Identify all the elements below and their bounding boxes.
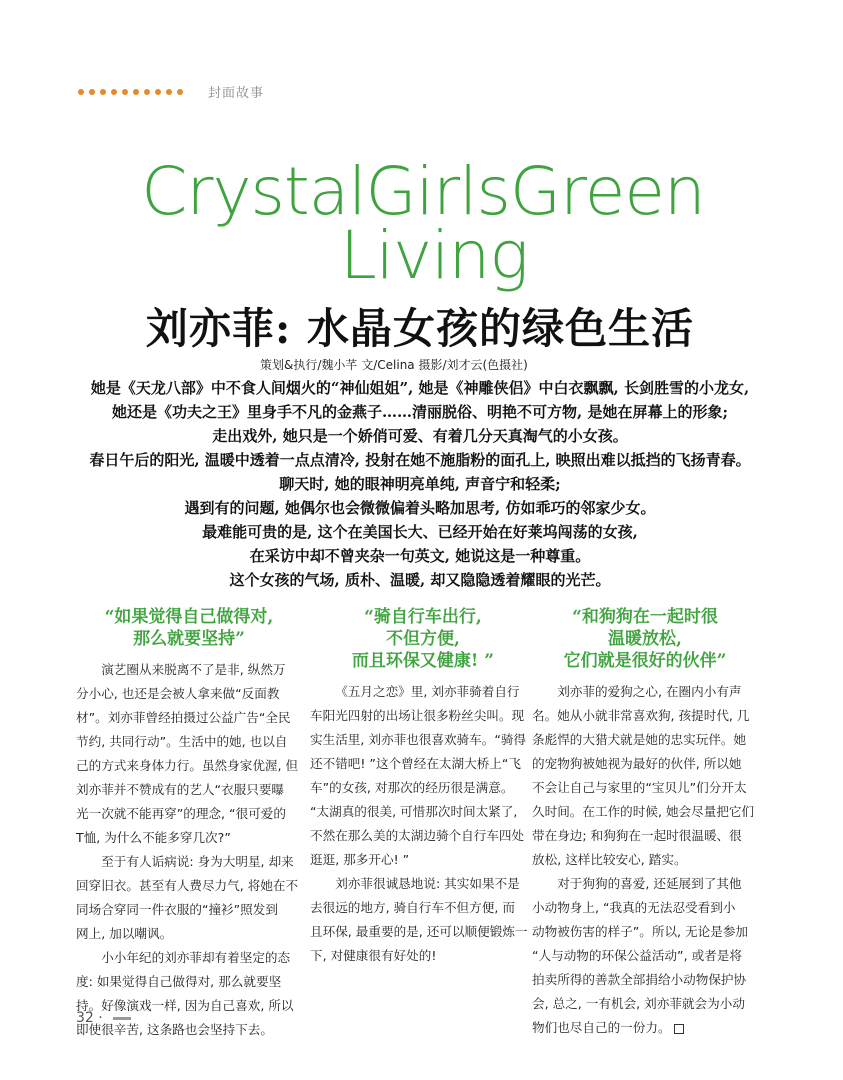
paragraph-line: 实生活里, 刘亦菲也很喜欢骑车。“骑得: [310, 732, 527, 747]
column-paragraph: [532, 680, 758, 872]
paragraph-line: 刘亦菲很诚恳地说: 其实如果不是: [335, 876, 520, 891]
section-tag: 封面故事: [208, 86, 265, 101]
paragraph-line: “人与动物的环保公益活动”, 或者是将: [532, 948, 742, 963]
column-3: [532, 606, 758, 1040]
column-paragraph: [76, 850, 302, 946]
intro-line: 这个女孩的气场, 质朴、温暖, 却又隐隐透着耀眼的光芒。: [229, 571, 611, 589]
paragraph-line: 持。好像演戏一样, 因为自己喜欢, 所以: [76, 998, 294, 1013]
paragraph-line: 带在身边; 和狗狗在一起时很温暖、很: [532, 828, 742, 843]
decorative-dot: [111, 89, 117, 95]
intro-text: [80, 376, 760, 592]
column-paragraph: [76, 946, 302, 1042]
paragraph-line: 久时间。在工作的时候, 她会尽量把它们: [532, 804, 755, 819]
paragraph-line: “太湖真的很美, 可惜那次时间太紧了,: [310, 804, 518, 819]
english-title-line2: Living: [340, 217, 528, 294]
english-title-line1: CrystalGirlsGreen: [141, 153, 705, 230]
column-1: [76, 606, 302, 1042]
decorative-dot: [100, 89, 106, 95]
decorative-dot: [155, 89, 161, 95]
paragraph-line: 去很远的地方, 骑自行车不但方便, 而: [310, 900, 515, 915]
intro-line: 春日午后的阳光, 温暖中透着一点点清冷, 投射在她不施脂粉的面孔上, 映照出难以抵挡的飞扬青春。: [89, 451, 751, 469]
intro-line: 聊天时, 她的眼神明亮单纯, 声音宁和轻柔;: [279, 475, 561, 493]
column-paragraph: [76, 658, 302, 850]
paragraph-line: 小动物身上, “我真的无法忍受看到小: [532, 900, 736, 915]
end-mark-icon: [674, 1024, 684, 1034]
paragraph-line: 物们也尽自己的一份力。: [532, 1016, 758, 1040]
paragraph-line: 回穿旧衣。甚至有人费尽力气, 将她在不: [76, 878, 299, 893]
page-footer: [76, 1010, 131, 1026]
column-heading: [76, 606, 302, 650]
column-heading-line: “如果觉得自己做得对,: [104, 607, 274, 627]
decorative-dots: [78, 89, 183, 95]
paragraph-line: 《五月之恋》里, 刘亦菲骑着自行: [335, 684, 520, 699]
column-heading-line: 那么就要坚持”: [133, 629, 245, 649]
paragraph-line: 材”。刘亦菲曾经拍摄过公益广告“全民: [76, 710, 291, 725]
decorative-dot: [133, 89, 139, 95]
column-heading: [532, 606, 758, 672]
paragraph-line: 即使很辛苦, 这条路也会坚持下去。: [76, 1022, 273, 1037]
paragraph-line: 对于狗狗的喜爱, 还延展到了其他: [557, 876, 742, 891]
paragraph-line: 光一次就不能再穿”的理念, “很可爱的: [76, 806, 286, 821]
column-heading-line: 温暖放松,: [608, 629, 682, 649]
footer-separator: ·: [98, 1010, 103, 1026]
paragraph-line: 车阳光四射的出场让很多粉丝尖叫。现: [310, 708, 525, 723]
decorative-dot: [89, 89, 95, 95]
chinese-title: 刘亦菲: 水晶女孩的绿色生活: [145, 304, 695, 353]
paragraph-line: 还不错吧! ”这个曾经在太湖大桥上“飞: [310, 756, 522, 771]
paragraph-line: 节约, 共同行动”。生活中的她, 也以自: [76, 734, 288, 749]
decorative-dot: [166, 89, 172, 95]
column-heading-line: “骑自行车出行,: [364, 607, 482, 627]
column-heading-line: 它们就是很好的伙伴”: [563, 651, 727, 671]
intro-line: 她还是《功夫之王》里身手不凡的金燕子……清丽脱俗、明艳不可方物, 是她在屏幕上的形象;: [112, 403, 728, 421]
column-heading-line: 而且环保又健康! ”: [351, 651, 495, 671]
paragraph-line: 至于有人诟病说: 身为大明星, 却来: [101, 854, 294, 869]
paragraph-line: 小小年纪的刘亦菲却有着坚定的态: [101, 950, 291, 965]
paragraph-line: 演艺圈从来脱离不了是非, 纵然万: [101, 662, 286, 677]
paragraph-line: 下, 对健康很有好处的!: [310, 948, 437, 963]
paragraph-line: 且环保, 最重要的是, 还可以顺便锻炼一: [310, 924, 528, 939]
column-heading: [310, 606, 536, 672]
paragraph-line: 刘亦菲的爱狗之心, 在圈内小有声: [557, 684, 742, 699]
paragraph-line: 的宠物狗被她视为最好的伙伴, 所以她: [532, 756, 742, 771]
paragraph-line: 度: 如果觉得自己做得对, 那么就要坚: [76, 974, 282, 989]
paragraph-line: 不然在那么美的太湖边骑个自行车四处: [310, 828, 525, 843]
paragraph-line: 同场合穿同一件衣服的“撞衫”照发到: [76, 902, 278, 917]
column-heading-line: 不但方便,: [386, 629, 460, 649]
paragraph-line: 逛逛, 那多开心! ”: [310, 852, 410, 867]
english-title: [78, 153, 768, 294]
paragraph-line: 条彪悍的大猎犬就是她的忠实玩伴。她: [532, 732, 747, 747]
paragraph-line: 己的方式来身体力行。虽然身家优渥, 但: [76, 758, 299, 773]
column-paragraph: [532, 872, 758, 1040]
paragraph-line: T恤, 为什么不能多穿几次?”: [76, 830, 231, 845]
column-2: [310, 606, 536, 968]
paragraph-line: 动物被伤害的样子”。所以, 无论是参加: [532, 924, 749, 939]
page-number: 32: [76, 1010, 94, 1026]
column-paragraph: [310, 680, 536, 872]
intro-line: 遇到有的问题, 她偶尔也会微微偏着头略加思考, 仿如乖巧的邻家少女。: [184, 499, 656, 517]
decorative-dot: [122, 89, 128, 95]
header-dots: [78, 86, 183, 98]
paragraph-line: 刘亦菲并不赞成有的艺人“衣服只要曝: [76, 782, 285, 797]
intro-line: 最难能可贵的是, 这个在美国长大、已经开始在好莱坞闯荡的女孩,: [202, 523, 638, 541]
decorative-dot: [78, 89, 84, 95]
column-paragraph: [310, 872, 536, 968]
paragraph-line: 会, 总之, 一有机会, 刘亦菲就会为小动: [532, 996, 745, 1011]
decorative-dot: [144, 89, 150, 95]
paragraph-line: 不会让自己与家里的“宝贝儿”们分开太: [532, 780, 747, 795]
paragraph-line: 名。她从小就非常喜欢狗, 孩提时代, 几: [532, 708, 750, 723]
intro-line: 她是《天龙八部》中不食人间烟火的“神仙姐姐”, 她是《神雕侠侣》中白衣飘飘, 长剑胜雪的小龙女,: [90, 379, 750, 397]
paragraph-line: 拍卖所得的善款全部捐给小动物保护协: [532, 972, 747, 987]
intro-line: 在采访中却不曾夹杂一句英文, 她说这是一种尊重。: [249, 547, 591, 565]
paragraph-line: 放松, 这样比较安心, 踏实。: [532, 852, 687, 867]
paragraph-line: 分小心, 也还是会被人拿来做“反面教: [76, 686, 280, 701]
footer-decoration: [113, 1017, 131, 1020]
paragraph-line: 网上, 加以嘲讽。: [76, 926, 173, 941]
credits: 策划&执行/魏小芊 文/Celina 摄影/刘才云(色摄社): [260, 358, 528, 372]
column-heading-line: “和狗狗在一起时很: [572, 607, 718, 627]
intro-line: 走出戏外, 她只是一个娇俏可爱、有着几分天真淘气的小女孩。: [212, 427, 628, 445]
decorative-dot: [177, 89, 183, 95]
paragraph-line: 车”的女孩, 对那次的经历很是满意。: [310, 780, 514, 795]
